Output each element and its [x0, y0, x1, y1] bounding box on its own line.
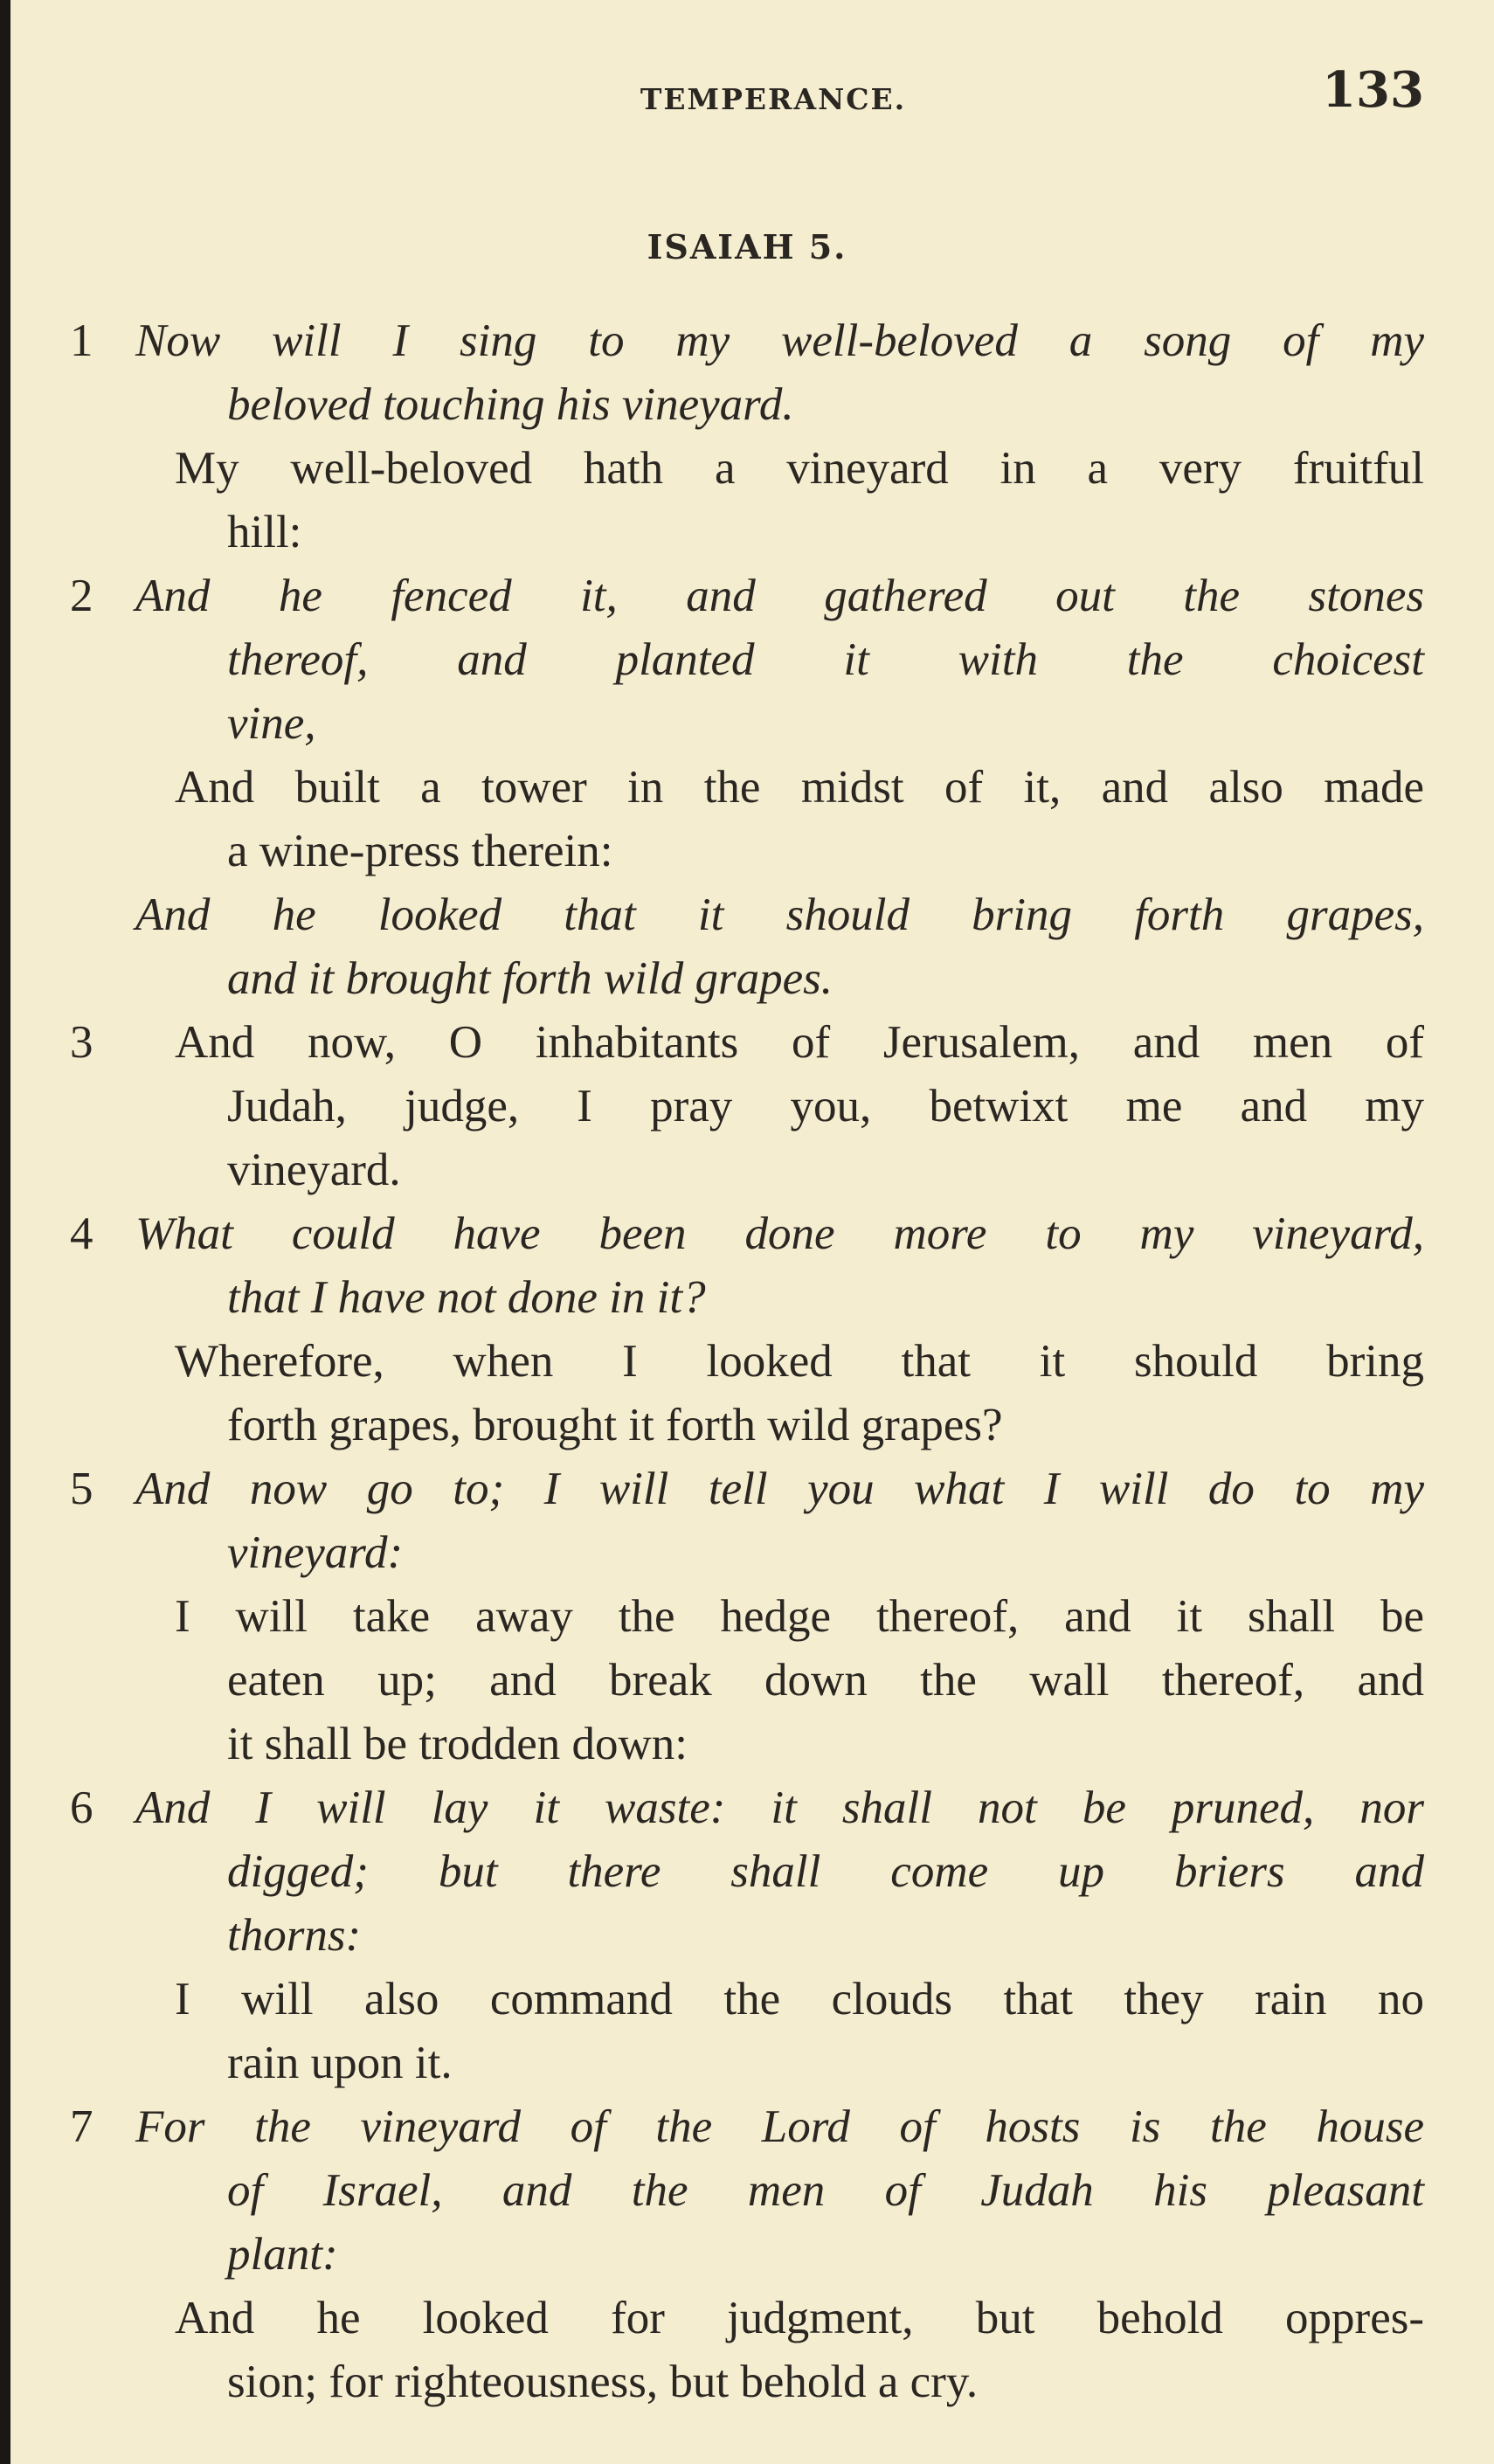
- verse-number: 4: [70, 1208, 93, 1259]
- verse-line: [70, 501, 1424, 564]
- verse-line-start: [70, 564, 1424, 628]
- verse-line: [70, 1904, 1424, 1968]
- verse-line: [70, 2350, 1424, 2414]
- verse-line: [70, 2223, 1424, 2287]
- verse-line-text: I will take away the hedge thereof, and it shall be: [175, 1591, 1424, 1642]
- verse-line-start: [70, 1776, 1424, 1840]
- verse-line-text: and it brought forth wild grapes.: [227, 953, 833, 1004]
- verse-line: [70, 1139, 1424, 1202]
- verse-line: [70, 373, 1424, 437]
- verse-number: 6: [70, 1782, 93, 1833]
- verse-line-text: vineyard:: [227, 1527, 404, 1578]
- verse-line-text: Wherefore, when I looked that it should bring: [175, 1336, 1424, 1387]
- verse-line-text: I will also command the clouds that they rain no: [175, 1974, 1424, 2024]
- verse-line-text: beloved touching his vineyard.: [227, 379, 794, 430]
- verse-line: [70, 1521, 1424, 1585]
- verse-line-text: For the vineyard of the Lord of hosts is the house: [135, 2101, 1424, 2152]
- verse-line-text: hill:: [227, 507, 302, 557]
- verse-line-text: vineyard.: [227, 1145, 401, 1195]
- verse-line: [70, 756, 1424, 820]
- verse-line: [70, 883, 1424, 947]
- page-binding-edge: [0, 0, 10, 2464]
- verse-line-text: a wine-press therein:: [227, 826, 613, 876]
- running-head: TEMPERANCE.: [640, 82, 907, 116]
- verse-line-text: And he looked for judgment, but behold oppres-: [175, 2293, 1424, 2343]
- verse-line-start: [70, 309, 1424, 373]
- verse-line: [70, 2031, 1424, 2095]
- verse-line-text: it shall be trodden down:: [227, 1719, 688, 1769]
- verse-line: [70, 628, 1424, 692]
- verse-line: [70, 1968, 1424, 2031]
- verse-line: [70, 820, 1424, 883]
- verse-line-text: And now, O inhabitants of Jerusalem, and men of: [175, 1017, 1424, 1068]
- page-header: [122, 61, 1424, 119]
- verse-line-start: [70, 2095, 1424, 2159]
- verse-line: [70, 1713, 1424, 1776]
- verse-line-text: sion; for righteousness, but behold a cry.: [227, 2357, 979, 2407]
- verse-line-text: eaten up; and break down the wall thereof, and: [227, 1655, 1424, 1706]
- verse-line: [70, 947, 1424, 1011]
- verse-line-text: rain upon it.: [227, 2038, 453, 2088]
- verse-line: [70, 1585, 1424, 1649]
- verse-line-start: [70, 1457, 1424, 1521]
- verse-line-start: [70, 1202, 1424, 1266]
- verse-line-text: And built a tower in the midst of it, and also made: [175, 762, 1424, 813]
- verse-line: [70, 2287, 1424, 2350]
- verse-line-text: My well-beloved hath a vineyard in a very fruitful: [175, 443, 1424, 494]
- verse-line-text: And he fenced it, and gathered out the stones: [135, 571, 1424, 621]
- scripture-text: [70, 309, 1424, 2414]
- verse-line: [70, 1330, 1424, 1394]
- verse-line: [70, 1649, 1424, 1713]
- verse-line-text: Judah, judge, I pray you, betwixt me and my: [227, 1081, 1424, 1132]
- verse-line-text: thereof, and planted it with the choicest: [227, 634, 1424, 685]
- verse-line-text: And he looked that it should bring forth grapes,: [135, 889, 1424, 940]
- verse-line-text: that I have not done in it?: [227, 1272, 706, 1323]
- verse-number: 3: [70, 1017, 93, 1068]
- page-number: 133: [1322, 61, 1424, 119]
- verse-number: 1: [70, 315, 93, 366]
- verse-line-text: of Israel, and the men of Judah his pleasant: [227, 2165, 1424, 2216]
- verse-line-text: vine,: [227, 698, 316, 749]
- verse-number: 7: [70, 2101, 93, 2152]
- chapter-title: ISAIAH 5.: [647, 227, 847, 266]
- verse-line: [70, 1840, 1424, 1904]
- verse-line-text: And now go to; I will tell you what I will do to my: [135, 1464, 1424, 1514]
- verse-line: [70, 692, 1424, 756]
- verse-line-text: Now will I sing to my well-beloved a song of my: [135, 315, 1424, 366]
- verse-line-text: plant:: [227, 2229, 338, 2280]
- verse-number: 2: [70, 571, 93, 621]
- verse-line-text: thorns:: [227, 1910, 362, 1961]
- verse-line: [70, 1075, 1424, 1139]
- verse-line-text: forth grapes, brought it forth wild grapes?: [227, 1400, 1003, 1450]
- verse-line-start: [70, 1011, 1424, 1075]
- verse-number: 5: [70, 1464, 93, 1514]
- verse-line: [70, 437, 1424, 501]
- verse-line-text: And I will lay it waste: it shall not be pruned, nor: [135, 1782, 1424, 1833]
- verse-line: [70, 1266, 1424, 1330]
- verse-line: [70, 2159, 1424, 2223]
- verse-line: [70, 1394, 1424, 1457]
- verse-line-text: What could have been done more to my vineyard,: [135, 1208, 1424, 1259]
- verse-line-text: digged; but there shall come up briers and: [227, 1846, 1424, 1897]
